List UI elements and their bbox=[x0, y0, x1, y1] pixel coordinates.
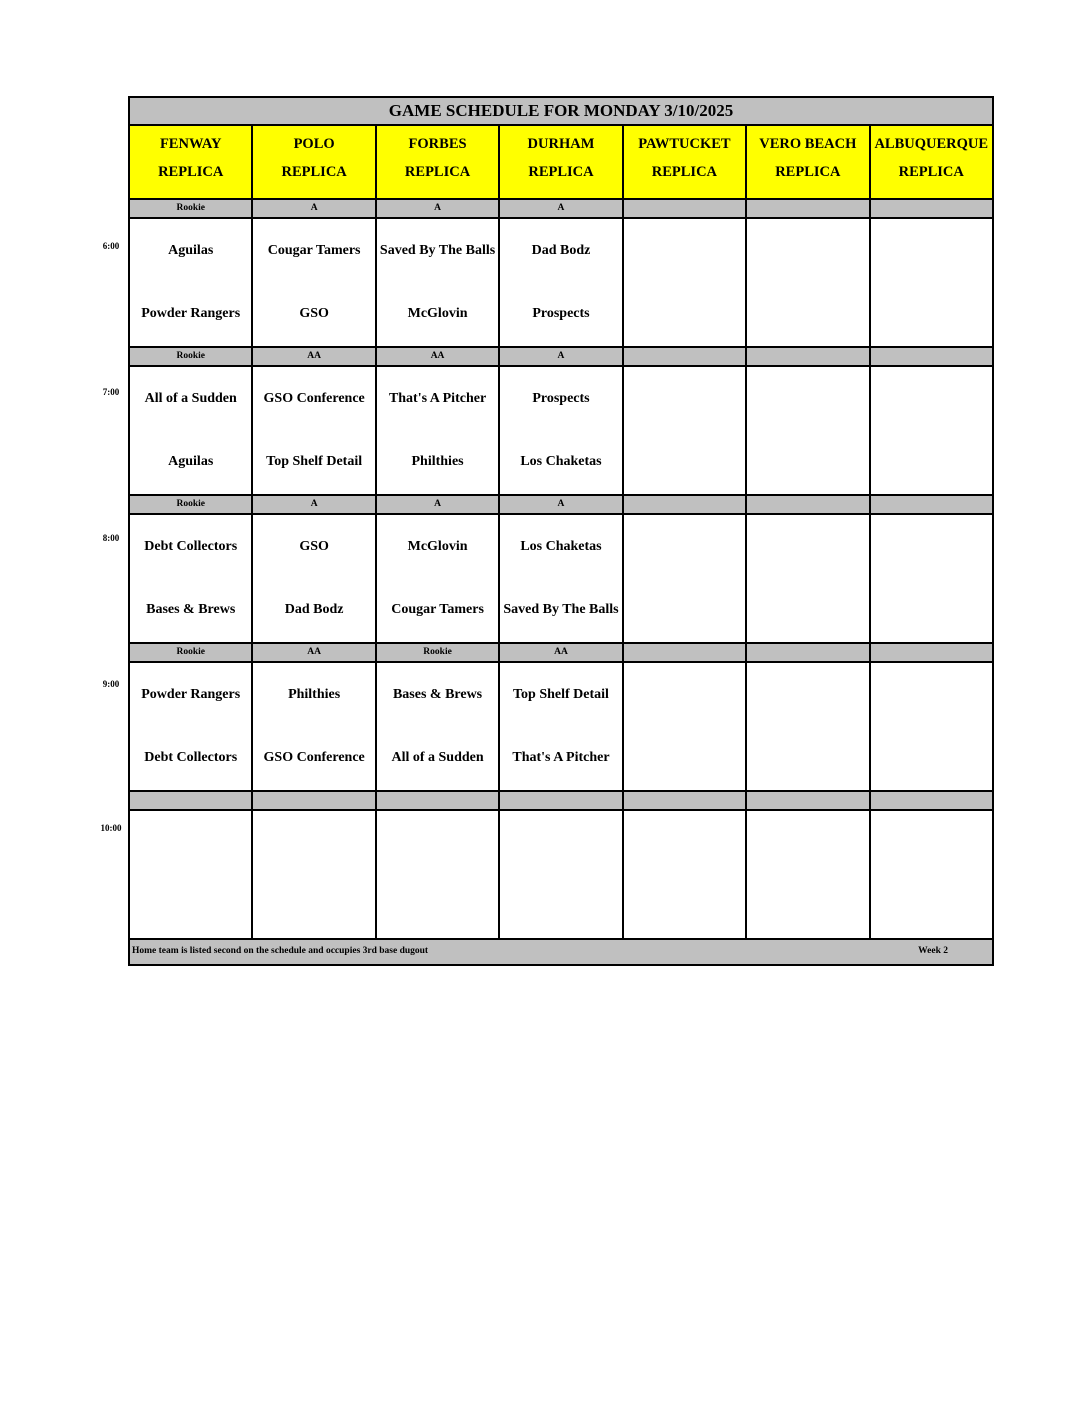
away-team: Dad Bodz bbox=[531, 243, 591, 258]
division-label bbox=[624, 792, 747, 809]
field-header bbox=[624, 126, 747, 198]
away-team bbox=[873, 675, 990, 715]
away-team bbox=[379, 823, 496, 863]
division-label bbox=[624, 348, 747, 365]
away-team: Los Chaketas bbox=[520, 539, 602, 554]
division-row bbox=[130, 792, 992, 811]
home-team bbox=[873, 442, 990, 482]
home-team bbox=[255, 886, 372, 926]
game-cell bbox=[500, 219, 623, 346]
game-cell bbox=[871, 367, 992, 494]
away-team bbox=[873, 823, 990, 863]
division-label bbox=[871, 644, 992, 661]
home-team: Powder Rangers bbox=[141, 306, 241, 321]
game-cell bbox=[253, 515, 376, 642]
home-team bbox=[626, 442, 743, 482]
home-team bbox=[749, 590, 866, 630]
home-team bbox=[626, 738, 743, 778]
field-sub: REPLICA bbox=[528, 164, 594, 180]
field-header bbox=[253, 126, 376, 198]
division-row bbox=[130, 348, 992, 367]
game-cell bbox=[377, 515, 500, 642]
home-team bbox=[749, 886, 866, 926]
division-label bbox=[624, 200, 747, 217]
home-team: McGlovin bbox=[407, 306, 468, 321]
schedule-footer bbox=[130, 940, 992, 964]
field-name: VERO BEACH bbox=[759, 136, 857, 152]
division-label: A bbox=[253, 496, 376, 513]
division-label: Rookie bbox=[130, 496, 253, 513]
game-cell bbox=[253, 811, 376, 938]
away-team: McGlovin bbox=[407, 539, 468, 554]
game-cell bbox=[377, 663, 500, 790]
game-cell bbox=[377, 367, 500, 494]
division-label bbox=[253, 792, 376, 809]
division-label: A bbox=[500, 496, 623, 513]
game-cell bbox=[747, 367, 870, 494]
division-label: A bbox=[377, 496, 500, 513]
division-label: A bbox=[377, 200, 500, 217]
time-label: 7:00 bbox=[102, 387, 120, 397]
division-label bbox=[747, 496, 870, 513]
away-team bbox=[873, 379, 990, 419]
game-cell bbox=[500, 811, 623, 938]
schedule-title: GAME SCHEDULE FOR MONDAY 3/10/2025 bbox=[130, 98, 992, 126]
game-cell bbox=[624, 663, 747, 790]
field-sub: REPLICA bbox=[404, 164, 471, 180]
away-team: All of a Sudden bbox=[144, 391, 237, 406]
home-team: Prospects bbox=[532, 306, 590, 321]
division-label: Rookie bbox=[377, 644, 500, 661]
game-cell bbox=[500, 515, 623, 642]
field-header bbox=[500, 126, 623, 198]
field-sub: REPLICA bbox=[775, 164, 841, 180]
game-cell bbox=[130, 663, 253, 790]
field-sub: REPLICA bbox=[898, 164, 964, 180]
division-label bbox=[377, 792, 500, 809]
home-team bbox=[873, 294, 990, 334]
away-team bbox=[132, 823, 249, 863]
field-name: FORBES bbox=[408, 136, 467, 152]
away-team: Philthies bbox=[288, 687, 341, 702]
division-label: A bbox=[500, 200, 623, 217]
game-cell bbox=[500, 663, 623, 790]
game-cell bbox=[377, 811, 500, 938]
home-team: Top Shelf Detail bbox=[266, 454, 363, 469]
home-team: Debt Collectors bbox=[144, 750, 238, 765]
home-team bbox=[749, 294, 866, 334]
home-team bbox=[873, 590, 990, 630]
home-team bbox=[873, 886, 990, 926]
game-row bbox=[130, 663, 992, 792]
game-cell bbox=[130, 219, 253, 346]
away-team: Bases & Brews bbox=[392, 687, 483, 702]
away-team bbox=[255, 823, 372, 863]
home-team: Aguilas bbox=[168, 454, 214, 469]
home-team: Cougar Tamers bbox=[391, 602, 484, 617]
away-team bbox=[626, 527, 743, 567]
game-cell bbox=[871, 219, 992, 346]
home-team bbox=[749, 738, 866, 778]
game-cell bbox=[747, 811, 870, 938]
away-team: Cougar Tamers bbox=[267, 243, 361, 258]
game-cell bbox=[130, 811, 253, 938]
home-team bbox=[132, 886, 249, 926]
division-label: A bbox=[500, 348, 623, 365]
time-slots bbox=[130, 200, 992, 940]
away-team bbox=[749, 823, 866, 863]
home-team-note: Home team is listed second on the schedule and occupies 3rd base dugout bbox=[132, 946, 429, 956]
field-name: FENWAY bbox=[159, 136, 222, 152]
home-team: GSO Conference bbox=[263, 750, 365, 765]
home-team: Philthies bbox=[411, 454, 464, 469]
division-label: AA bbox=[253, 644, 376, 661]
home-team bbox=[749, 442, 866, 482]
field-header bbox=[377, 126, 500, 198]
field-name: DURHAM bbox=[527, 136, 595, 152]
away-team: GSO Conference bbox=[263, 391, 365, 406]
game-cell bbox=[871, 663, 992, 790]
away-team bbox=[626, 231, 743, 271]
away-team: Prospects bbox=[532, 391, 590, 406]
division-label bbox=[871, 348, 992, 365]
game-cell bbox=[130, 515, 253, 642]
division-label bbox=[871, 792, 992, 809]
division-row bbox=[130, 200, 992, 219]
away-team: Aguilas bbox=[168, 243, 214, 258]
game-cell bbox=[253, 663, 376, 790]
away-team bbox=[749, 379, 866, 419]
division-label bbox=[624, 644, 747, 661]
away-team bbox=[502, 823, 619, 863]
away-team bbox=[626, 675, 743, 715]
field-sub: REPLICA bbox=[651, 164, 718, 180]
away-team: GSO bbox=[299, 539, 329, 554]
home-team: Saved By The Balls bbox=[503, 602, 619, 617]
field-header-row bbox=[130, 126, 992, 200]
game-cell bbox=[624, 515, 747, 642]
game-cell bbox=[624, 811, 747, 938]
division-label bbox=[130, 792, 253, 809]
away-team: Debt Collectors bbox=[144, 539, 238, 554]
division-label: AA bbox=[253, 348, 376, 365]
division-label: AA bbox=[500, 644, 623, 661]
division-label bbox=[747, 644, 870, 661]
home-team bbox=[873, 738, 990, 778]
away-team: Top Shelf Detail bbox=[513, 687, 609, 702]
away-team bbox=[749, 231, 866, 271]
home-team bbox=[626, 590, 743, 630]
division-label bbox=[747, 200, 870, 217]
division-label bbox=[871, 200, 992, 217]
time-label: 10:00 bbox=[100, 823, 122, 833]
game-cell bbox=[253, 367, 376, 494]
home-team: All of a Sudden bbox=[391, 750, 484, 765]
division-row bbox=[130, 496, 992, 515]
away-team bbox=[749, 527, 866, 567]
time-label: 6:00 bbox=[102, 241, 120, 251]
schedule-sheet bbox=[128, 96, 994, 966]
home-team: GSO bbox=[299, 306, 329, 321]
division-label: Rookie bbox=[130, 348, 253, 365]
field-header bbox=[747, 126, 870, 198]
game-cell bbox=[747, 219, 870, 346]
away-team bbox=[749, 675, 866, 715]
time-label: 9:00 bbox=[102, 679, 120, 689]
home-team: Los Chaketas bbox=[520, 454, 602, 469]
division-label: Rookie bbox=[130, 200, 253, 217]
game-cell bbox=[377, 219, 500, 346]
field-name: PAWTUCKET bbox=[638, 136, 731, 152]
field-sub: REPLICA bbox=[281, 164, 347, 180]
field-header bbox=[871, 126, 992, 198]
home-team bbox=[626, 294, 743, 334]
game-cell bbox=[130, 367, 253, 494]
away-team bbox=[873, 231, 990, 271]
week-label: Week 2 bbox=[918, 946, 948, 956]
home-team bbox=[379, 886, 496, 926]
game-cell bbox=[871, 515, 992, 642]
home-team bbox=[502, 886, 619, 926]
home-team: Bases & Brews bbox=[146, 602, 236, 617]
game-row bbox=[130, 811, 992, 940]
game-cell bbox=[871, 811, 992, 938]
division-label bbox=[747, 348, 870, 365]
time-label: 8:00 bbox=[102, 533, 120, 543]
field-name: ALBUQUERQUE bbox=[874, 136, 989, 152]
away-team bbox=[626, 379, 743, 419]
away-team: Saved By The Balls bbox=[379, 243, 496, 258]
game-row bbox=[130, 367, 992, 496]
away-team: That's A Pitcher bbox=[388, 391, 487, 406]
away-team bbox=[873, 527, 990, 567]
away-team bbox=[626, 823, 743, 863]
game-row bbox=[130, 219, 992, 348]
division-row bbox=[130, 644, 992, 663]
away-team: Powder Rangers bbox=[141, 687, 241, 702]
game-cell bbox=[624, 367, 747, 494]
division-label bbox=[747, 792, 870, 809]
division-label bbox=[624, 496, 747, 513]
game-cell bbox=[500, 367, 623, 494]
game-cell bbox=[747, 663, 870, 790]
field-header bbox=[130, 126, 253, 198]
game-cell bbox=[747, 515, 870, 642]
division-label: Rookie bbox=[130, 644, 253, 661]
division-label: AA bbox=[377, 348, 500, 365]
game-cell bbox=[253, 219, 376, 346]
home-team bbox=[626, 886, 743, 926]
home-team: That's A Pitcher bbox=[512, 750, 610, 765]
home-team: Dad Bodz bbox=[284, 602, 344, 617]
game-cell bbox=[624, 219, 747, 346]
division-label: A bbox=[253, 200, 376, 217]
division-label bbox=[500, 792, 623, 809]
field-name: POLO bbox=[293, 136, 335, 152]
game-row bbox=[130, 515, 992, 644]
division-label bbox=[871, 496, 992, 513]
field-sub: REPLICA bbox=[158, 164, 224, 180]
